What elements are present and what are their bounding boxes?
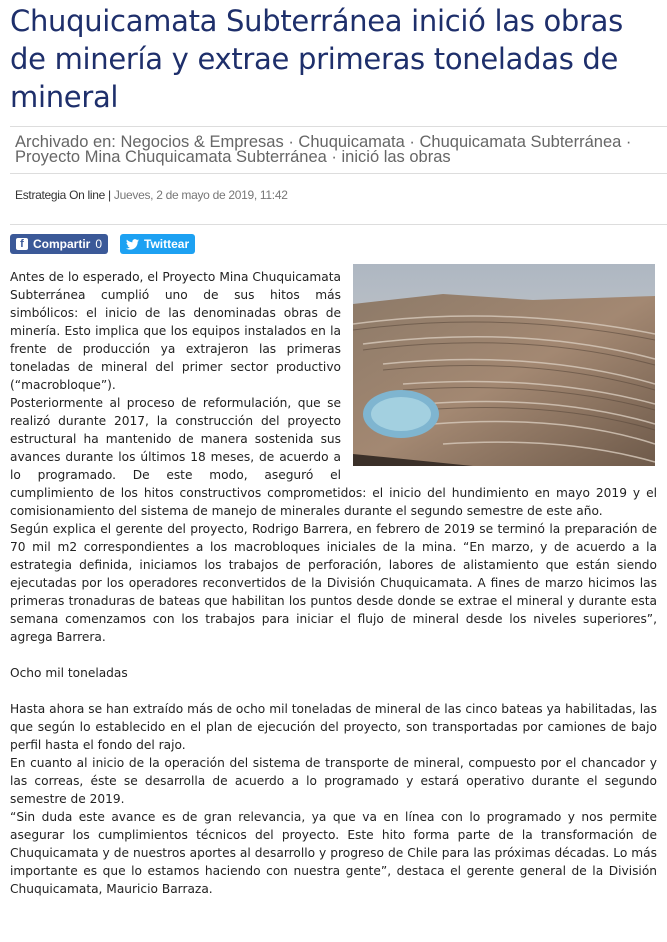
paragraph: “Sin duda este avance es de gran relevancia, ya que va en línea con lo programado y nos permite asegurar los cumplimientos técnicos del proyecto. Este hito forma parte de la transformación de Chuquicamata y de nuestros aportes al desarrollo y progreso de Chile para las próximas décadas. Lo más importante es que lo estamos haciendo con nuestra gente”, destaca el gerente general de la División Chuquicamata, Mauricio Barraza. [10, 810, 657, 896]
facebook-icon: f [16, 238, 28, 250]
paragraph: Según explica el gerente del proyecto, Rodrigo Barrera, en febrero de 2019 se terminó la preparación de 70 mil m2 correspondientes a los macrobloques iniciales de la mina. “En marzo, y de acuerdo a la estrategia definida, iniciamos los trabajos de perforación, labores de alistamiento que están siendo ejecutadas por los operadores reconvertidos de la División Chuquicamata. A fines de marzo hicimos las primeras tronaduras de bateas que habilitan los puntos desde donde se extrae el mineral y durante esta semana comenzamos con los trabajos para iniciar el flujo de mineral desde los niveles superiores”, agrega Barrera. [10, 522, 657, 644]
date: Jueves, 2 de mayo de 2019, 11:42 [113, 188, 288, 202]
tags-label: Archivado en: [15, 133, 116, 151]
tags: Archivado en: Negocios & Empresas · Chuquicamata · Chuquicamata Subterránea · Proyecto Mina Chuquicamata Subterránea · inició las obras [15, 133, 632, 166]
twitter-label: Twittear [144, 237, 190, 251]
byline [10, 174, 657, 224]
tag-link[interactable]: Proyecto Mina Chuquicamata Subterránea [15, 148, 327, 166]
subheading: Ocho mil toneladas [10, 666, 128, 680]
source: Estrategia On line [15, 188, 105, 202]
paragraph: En cuanto al inicio de la operación del sistema de transporte de mineral, compuesto por el chancador y las correas, éste se desarrolla de acuerdo a lo programado y estará operativo durante el segundo semestre de 2019. [10, 756, 657, 806]
tag-link[interactable]: Chuquicamata [298, 133, 405, 151]
facebook-share-button[interactable] [10, 234, 108, 254]
tag-link[interactable]: Chuquicamata Subterránea [419, 133, 622, 151]
paragraph: Posteriormente al proceso de reformulación, que se realizó durante 2017, la construcción del proyecto estructural ha mantenido de manera sostenida sus avances durante los últimos 18 meses, de acuerdo a lo programado. De este modo, aseguró el cumplimiento de los hitos constructivos comprometidos: el inicio del hundimiento en mayo 2019 y el comisionamiento del sistema de manejo de minerales durante el segundo semestre de este año. [10, 396, 657, 518]
article-photo [353, 264, 655, 466]
share-bar [10, 225, 657, 264]
twitter-share-button[interactable] [120, 234, 195, 254]
paragraph: Hasta ahora se han extraído más de ocho mil toneladas de mineral de las cinco bateas ya habilitadas, las que según lo establecido en el plan de ejecución del proyecto, son transportadas por camiones de bajo perfil hasta el fondo del rajo. [10, 702, 657, 752]
separator: | [108, 188, 111, 202]
article-body [10, 268, 657, 898]
page-title: Chuquicamata Subterránea inició las obras de minería y extrae primeras toneladas de mineral [10, 4, 623, 114]
twitter-bird-icon [126, 239, 139, 250]
tag-link[interactable]: Negocios & Empresas [120, 133, 284, 151]
tag-link[interactable]: inició las obras [341, 148, 451, 166]
paragraph: Antes de lo esperado, el Proyecto Mina Chuquicamata Subterránea cumplió uno de sus hitos más simbólicos: el inicio de las denominadas obras de minería. Esto implica que los equipos instalados en la frente de producción ya extrajeron las primeras toneladas de mineral del primer sector productivo (“macrobloque”). [10, 270, 341, 392]
facebook-count: 0 [95, 237, 103, 251]
facebook-label: Compartir [33, 237, 91, 251]
